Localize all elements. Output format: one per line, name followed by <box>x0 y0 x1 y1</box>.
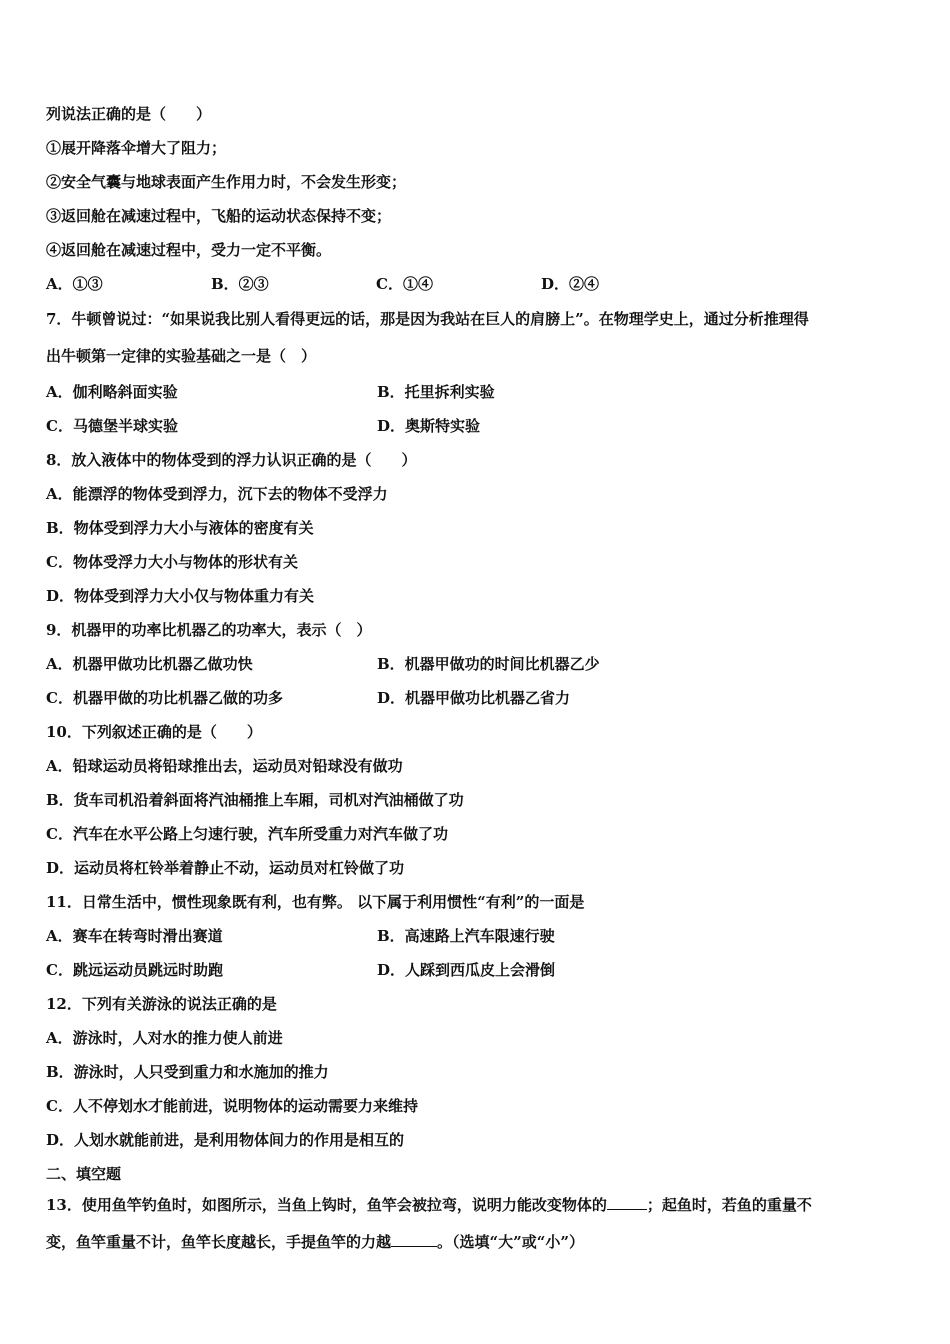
q8-stem: 8．放入液体中的物体受到的浮力认识正确的是（ ） <box>46 451 417 469</box>
q13-text-2b: 。（选填“大”或“小”） <box>437 1233 585 1251</box>
q10-option-a: A．铅球运动员将铅球推出去，运动员对铅球没有做功 <box>46 757 403 775</box>
q13-blank-2[interactable] <box>391 1230 437 1247</box>
q6-statement-3: ③返回舱在减速过程中，飞船的运动状态保持不变； <box>46 207 392 225</box>
q12-option-c: C．人不停划水才能前进，说明物体的运动需要力来维持 <box>46 1097 418 1115</box>
q6-option-c: C．①④ <box>376 275 433 293</box>
q6-option-d: D．②④ <box>541 275 600 293</box>
q10-option-c: C．汽车在水平公路上匀速行驶，汽车所受重力对汽车做了功 <box>46 825 448 843</box>
q13-text-2a: 变，鱼竿重量不计，鱼竿长度越长，手提鱼竿的力越 <box>46 1233 392 1251</box>
q8-option-d: D．物体受到浮力大小仅与物体重力有关 <box>46 587 315 605</box>
q13-text-1b: ；起鱼时，若鱼的重量不 <box>646 1196 812 1214</box>
q11-options-row2 <box>46 953 908 987</box>
q10-option-b: B．货车司机沿着斜面将汽油桶推上车厢，司机对汽油桶做了功 <box>46 791 464 809</box>
q9-options-row2 <box>46 681 908 715</box>
q11-stem: 11．日常生活中，惯性现象既有利，也有弊。 以下属于利用惯性“有利”的一面是 <box>46 893 585 911</box>
q11-option-c: C．跳远运动员跳远时助跑 <box>46 961 223 979</box>
q6-option-a: A．①③ <box>46 275 103 293</box>
q7-stem-line1: 7．牛顿曾说过：“如果说我比别人看得更远的话，那是因为我站在巨人的肩膀上”。在物理学史上，通过分析推理得 <box>46 310 809 328</box>
q7-option-b: B．托里拆利实验 <box>377 383 495 401</box>
q10-option-d: D．运动员将杠铃举着静止不动，运动员对杠铃做了功 <box>46 859 405 877</box>
q9-option-b: B．机器甲做功的时间比机器乙少 <box>377 655 600 673</box>
q8-option-a: A．能漂浮的物体受到浮力，沉下去的物体不受浮力 <box>46 485 388 503</box>
q8-option-c: C．物体受浮力大小与物体的形状有关 <box>46 553 298 571</box>
q8-option-b: B．物体受到浮力大小与液体的密度有关 <box>46 519 314 537</box>
q11-options-row1 <box>46 919 908 953</box>
q7-options-row1 <box>46 375 908 409</box>
q7-option-d: D．奥斯特实验 <box>377 417 481 435</box>
q7-options-row2 <box>46 409 908 443</box>
exam-page <box>46 97 908 1261</box>
q12-option-b: B．游泳时，人只受到重力和水施加的推力 <box>46 1063 329 1081</box>
q11-option-a: A．赛车在转弯时滑出赛道 <box>46 927 223 945</box>
q12-stem: 12．下列有关游泳的说法正确的是 <box>46 995 277 1013</box>
q9-option-c: C．机器甲做的功比机器乙做的功多 <box>46 689 283 707</box>
q7-option-c: C．马德堡半球实验 <box>46 417 178 435</box>
q6-statement-2: ②安全气囊与地球表面产生作用力时，不会发生形变； <box>46 173 407 191</box>
q6-statement-1: ①展开降落伞增大了阻力； <box>46 139 227 157</box>
q9-option-d: D．机器甲做功比机器乙省力 <box>377 689 571 707</box>
q7-option-a: A．伽利略斜面实验 <box>46 383 178 401</box>
q13-line2 <box>46 1224 908 1261</box>
q13-line1 <box>46 1187 908 1224</box>
q6-option-b: B．②③ <box>211 275 269 293</box>
q11-option-d: D．人踩到西瓜皮上会滑倒 <box>377 961 556 979</box>
q7-stem-line2: 出牛顿第一定律的实验基础之一是（ ） <box>46 347 317 365</box>
q6-statement-4: ④返回舱在减速过程中，受力一定不平衡。 <box>46 241 332 259</box>
q6-options <box>46 267 908 301</box>
q12-option-a: A．游泳时，人对水的推力使人前进 <box>46 1029 283 1047</box>
q6-stem-tail: 列说法正确的是（ ） <box>46 105 212 123</box>
q9-options-row1 <box>46 647 908 681</box>
q9-stem: 9．机器甲的功率比机器乙的功率大，表示（ ） <box>46 621 372 639</box>
q12-option-d: D．人划水就能前进，是利用物体间力的作用是相互的 <box>46 1131 405 1149</box>
q9-option-a: A．机器甲做功比机器乙做功快 <box>46 655 253 673</box>
q13-blank-1[interactable] <box>607 1193 647 1210</box>
q11-option-b: B．高速路上汽车限速行驶 <box>377 927 555 945</box>
q10-stem: 10．下列叙述正确的是（ ） <box>46 723 262 741</box>
section-title-fill-blank: 二、填空题 <box>46 1165 122 1183</box>
q13-text-1a: 13．使用鱼竿钓鱼时，如图所示，当鱼上钩时，鱼竿会被拉弯，说明力能改变物体的 <box>46 1196 607 1214</box>
